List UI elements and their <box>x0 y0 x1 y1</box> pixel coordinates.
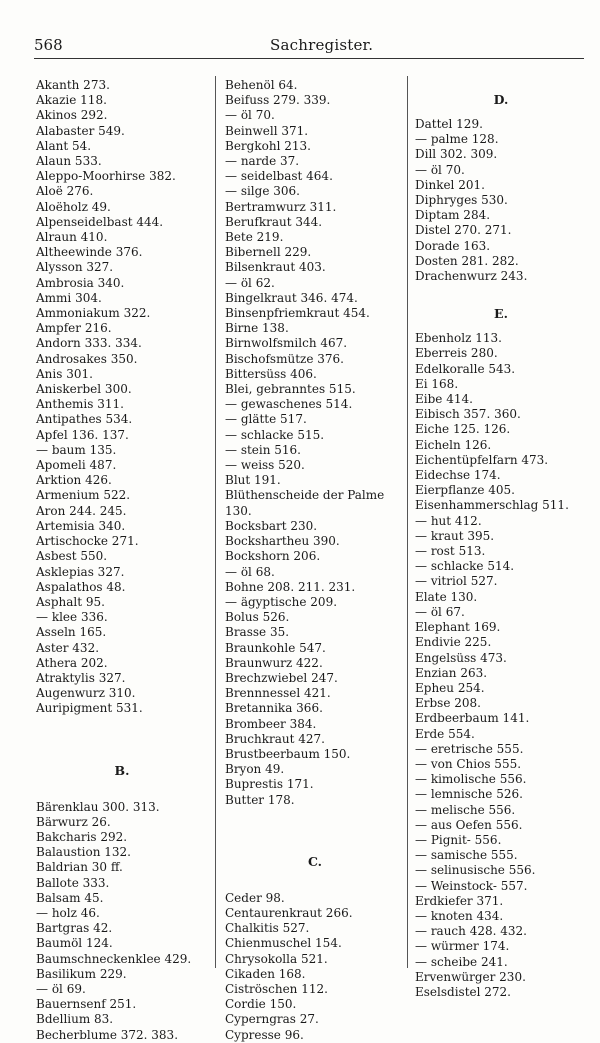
index-entry: Bete 219. <box>225 230 284 245</box>
index-entry: — holz 46. <box>36 905 100 920</box>
index-entry: Apomeli 487. <box>36 458 117 473</box>
index-entry: Dosten 281. 282. <box>415 253 519 268</box>
index-entry: Cikaden 168. <box>225 966 306 981</box>
index-entry: Diptam 284. <box>415 208 491 223</box>
index-entry: — von Chios 555. <box>415 756 522 771</box>
index-entry: Alysson 327. <box>36 260 114 275</box>
index-entry: Baumöl 124. <box>36 936 113 951</box>
index-entry: Dill 302. 309. <box>415 147 498 162</box>
index-entry: — narde 37. <box>225 154 300 169</box>
index-entry: Altheewinde 376. <box>36 245 143 260</box>
index-entry: Bartgras 42. <box>36 921 113 936</box>
index-entry: Eidechse 174. <box>415 468 501 483</box>
index-entry: — klee 336. <box>36 610 108 625</box>
index-entry: Eberreis 280. <box>415 346 498 361</box>
index-entry: Asseln 165. <box>36 625 107 640</box>
entries-b <box>36 800 208 1043</box>
index-entry: Baumschneckenklee 429. <box>36 951 192 966</box>
index-entry: Bruchkraut 427. <box>225 731 325 746</box>
index-entry: Eichentüpfelfarn 473. <box>415 452 549 467</box>
entries-e <box>415 331 587 1000</box>
index-entry: — öl 70. <box>415 162 465 177</box>
index-entry: — eretrische 555. <box>415 741 524 756</box>
index-entry: — öl 67. <box>415 604 465 619</box>
index-entry: Distel 270. 271. <box>415 223 512 238</box>
entries-a <box>36 78 208 717</box>
index-entry: — ägyptische 209. <box>225 594 338 609</box>
header-rule <box>34 58 584 59</box>
index-entry: Chalkitis 527. <box>225 921 310 936</box>
index-entry: Endivie 225. <box>415 635 492 650</box>
index-entry: Eierpflanze 405. <box>415 483 515 498</box>
index-entry: Centaurenkraut 266. <box>225 905 353 920</box>
index-entry: Engelsüss 473. <box>415 650 507 665</box>
index-entry: Ebenholz 113. <box>415 331 502 346</box>
index-entry: — öl 69. <box>36 981 86 996</box>
index-entry: Atraktylis 327. <box>36 670 126 685</box>
index-entry: — aus Oefen 556. <box>415 817 523 832</box>
index-entry: — glätte 517. <box>225 412 307 427</box>
index-entry: Anis 301. <box>36 366 93 381</box>
index-entry: Beinwell 371. <box>225 123 309 138</box>
index-entry: Elephant 169. <box>415 620 501 635</box>
index-entry: — weiss 520. <box>225 458 305 473</box>
index-entry: Eselsdistel 272. <box>415 984 511 999</box>
index-entry: — stein 516. <box>225 442 301 457</box>
index-entry: — knoten 434. <box>415 908 504 923</box>
index-entry: Armenium 522. <box>36 488 131 503</box>
index-entry: — öl 62. <box>225 275 275 290</box>
index-entry: Ciströschen 112. <box>225 981 328 996</box>
index-entry: — samische 555. <box>415 848 518 863</box>
index-entry: Alraun 410. <box>36 230 108 245</box>
index-entry: Ampfer 216. <box>36 321 112 336</box>
index-entry: Aloë 276. <box>36 184 94 199</box>
index-entry: Behenöl 64. <box>225 78 298 92</box>
index-entry: Akazie 118. <box>36 93 107 108</box>
index-entry: Bdellium 83. <box>36 1012 114 1027</box>
index-entry: Bergkohl 213. <box>225 138 311 153</box>
index-entry: — baum 135. <box>36 442 117 457</box>
index-entry: Androsakes 350. <box>36 351 138 366</box>
index-entry: Ervenwürger 230. <box>415 969 526 984</box>
index-entry: Chienmuschel 154. <box>225 936 342 951</box>
index-entry: — öl 70. <box>225 108 275 123</box>
index-entry: — Pignit- 556. <box>415 832 502 847</box>
index-entry: Ammoniakum 322. <box>36 306 151 321</box>
letter-heading-c: C. <box>307 853 323 869</box>
index-entry: Bischofsmütze 376. <box>225 351 344 366</box>
running-title: Sachregister. <box>270 36 374 54</box>
index-entry: Akanth 273. <box>36 78 110 92</box>
index-entry: Ceder 98. <box>225 890 285 905</box>
index-entry: Erbse 208. <box>415 696 481 711</box>
index-entry: Beifuss 279. 339. <box>225 93 331 108</box>
index-entry: Ammi 304. <box>36 290 102 305</box>
entries-b-continued <box>225 78 405 808</box>
index-entry: Aleppo-Moorhirse 382. <box>36 169 176 184</box>
index-entry: Bretannika 366. <box>225 701 323 716</box>
index-entry: Enzian 263. <box>415 665 488 680</box>
index-entry: Alabaster 549. <box>36 123 125 138</box>
index-entry: Bolus 526. <box>225 610 290 625</box>
index-entry: Ei 168. <box>415 376 459 391</box>
index-entry: — würmer 174. <box>415 939 510 954</box>
index-entry: Aloëholz 49. <box>36 199 111 214</box>
index-entry: Ballote 333. <box>36 875 110 890</box>
index-entry: Buprestis 171. <box>225 777 314 792</box>
index-entry: Birne 138. <box>225 321 289 336</box>
index-entry: Birnwolfsmilch 467. <box>225 336 348 351</box>
index-entry: Athera 202. <box>36 655 108 670</box>
index-entry: — palme 128. <box>415 132 499 147</box>
index-entry: Becherblume 372. 383. <box>36 1027 179 1042</box>
index-entry: — Weinstock- 557. <box>415 878 528 893</box>
index-entry: Blüthenscheide der Palme 130. <box>225 488 385 518</box>
index-column-1 <box>36 78 208 1043</box>
index-entry: Artemisia 340. <box>36 518 126 533</box>
index-entry: Apfel 136. 137. <box>36 427 129 442</box>
letter-heading-e: E. <box>494 306 508 322</box>
index-entry: Augenwurz 310. <box>36 686 136 701</box>
index-entry: Chrysokolla 521. <box>225 951 328 966</box>
index-entry: Eibisch 357. 360. <box>415 407 521 422</box>
index-entry: — scheibe 241. <box>415 954 508 969</box>
index-entry: — lemnische 526. <box>415 787 523 802</box>
index-entry: Eicheln 126. <box>415 437 492 452</box>
index-entry: Dattel 129. <box>415 117 483 131</box>
index-entry: Arktion 426. <box>36 473 112 488</box>
index-entry: — seidelbast 464. <box>225 169 333 184</box>
index-entry: Brustbeerbaum 150. <box>225 746 351 761</box>
index-entry: — öl 68. <box>225 564 275 579</box>
index-entry: — gewaschenes 514. <box>225 397 353 412</box>
page-header <box>34 32 584 54</box>
index-entry: Eisenhammerschlag 511. <box>415 498 569 513</box>
index-entry: Aster 432. <box>36 640 100 655</box>
index-entry: Binsenpfriemkraut 454. <box>225 306 370 321</box>
index-entry: Balaustion 132. <box>36 845 131 860</box>
index-entry: Anthemis 311. <box>36 397 124 412</box>
index-entry: — kimolische 556. <box>415 772 527 787</box>
index-column-3 <box>415 78 587 1000</box>
index-entry: — rauch 428. 432. <box>415 924 527 939</box>
index-entry: Bauernsenf 251. <box>36 997 137 1012</box>
index-entry: — hut 412. <box>415 513 482 528</box>
index-entry: Bockshartheu 390. <box>225 534 340 549</box>
index-entry: Balsam 45. <box>36 890 104 905</box>
index-entry: Elate 130. <box>415 589 478 604</box>
index-entry: Bingelkraut 346. 474. <box>225 290 358 305</box>
index-entry: Brennnessel 421. <box>225 686 331 701</box>
index-entry: Asbest 550. <box>36 549 108 564</box>
index-entry: Bohne 208. 211. 231. <box>225 579 356 594</box>
index-entry: Berufkraut 344. <box>225 214 323 229</box>
index-entry: Bittersüss 406. <box>225 366 317 381</box>
index-entry: Baldrian 30 ff. <box>36 860 123 875</box>
index-entry: Braunwurz 422. <box>225 655 323 670</box>
index-entry: Bryon 49. <box>225 762 285 777</box>
index-entry: Epheu 254. <box>415 680 485 695</box>
index-entry: Brechzwiebel 247. <box>225 670 338 685</box>
entries-c <box>225 891 405 1043</box>
index-entry: Artischocke 271. <box>36 534 139 549</box>
index-entry: — selinusische 556. <box>415 863 536 878</box>
index-entry: Butter 178. <box>225 792 295 807</box>
index-entry: Brasse 35. <box>225 625 290 640</box>
index-entry: Cordie 150. <box>225 997 297 1012</box>
index-column-2 <box>225 78 405 1043</box>
index-entry: Diphryges 530. <box>415 193 508 208</box>
index-entry: Erde 554. <box>415 726 475 741</box>
index-entry: Alaun 533. <box>36 154 102 169</box>
index-entry: Bibernell 229. <box>225 245 312 260</box>
entries-d <box>415 117 587 284</box>
index-entry: Bockshorn 206. <box>225 549 321 564</box>
index-entry: Bärwurz 26. <box>36 814 111 829</box>
index-entry: Andorn 333. 334. <box>36 336 142 351</box>
index-entry: Eiche 125. 126. <box>415 422 511 437</box>
index-entry: Drachenwurz 243. <box>415 269 528 284</box>
index-entry: — vitriol 527. <box>415 574 498 589</box>
index-entry: Alant 54. <box>36 138 92 153</box>
index-entry: Eibe 414. <box>415 392 473 407</box>
index-entry: Dinkel 201. <box>415 177 485 192</box>
index-entry: Asphalt 95. <box>36 594 105 609</box>
index-entry: — rost 513. <box>415 544 486 559</box>
index-entry: Basilikum 229. <box>36 966 127 981</box>
index-entry: Bertramwurz 311. <box>225 199 337 214</box>
index-entry: Aron 244. 245. <box>36 503 127 518</box>
index-entry: Erdkiefer 371. <box>415 893 504 908</box>
index-entry: Cyperngras 27. <box>225 1012 319 1027</box>
letter-heading-d: D. <box>493 92 509 107</box>
index-entry: Bärenklau 300. 313. <box>36 799 160 814</box>
index-entry: — kraut 395. <box>415 528 495 543</box>
index-entry: Bilsenkraut 403. <box>225 260 326 275</box>
index-entry: Aniskerbel 300. <box>36 382 132 397</box>
index-entry: Brombeer 384. <box>225 716 317 731</box>
index-entry: Ambrosia 340. <box>36 275 125 290</box>
index-entry: Edelkoralle 543. <box>415 361 516 376</box>
index-entry: Blut 191. <box>225 473 281 488</box>
index-entry: — schlacke 515. <box>225 427 325 442</box>
index-entry: Braunkohle 547. <box>225 640 326 655</box>
index-entry: — schlacke 514. <box>415 559 515 574</box>
index-entry: Auripigment 531. <box>36 701 143 716</box>
index-entry: Antipathes 534. <box>36 412 133 427</box>
index-entry: Bakcharis 292. <box>36 829 128 844</box>
index-entry: Aspalathos 48. <box>36 579 126 594</box>
index-entry: Asklepias 327. <box>36 564 125 579</box>
column-divider-1 <box>215 76 216 968</box>
index-entry: Dorade 163. <box>415 238 491 253</box>
letter-heading-b: B. <box>114 762 130 778</box>
index-entry: — silge 306. <box>225 184 300 199</box>
index-entry: Akinos 292. <box>36 108 108 123</box>
page-number: 568 <box>34 36 63 54</box>
index-entry: Alpenseidelbast 444. <box>36 214 164 229</box>
index-entry: — melische 556. <box>415 802 516 817</box>
column-divider-2 <box>407 76 408 968</box>
index-entry: Bocksbart 230. <box>225 518 318 533</box>
index-entry: Erdbeerbaum 141. <box>415 711 530 726</box>
index-entry: Blei, gebranntes 515. <box>225 382 356 397</box>
index-entry: Cypresse 96. <box>225 1027 304 1042</box>
